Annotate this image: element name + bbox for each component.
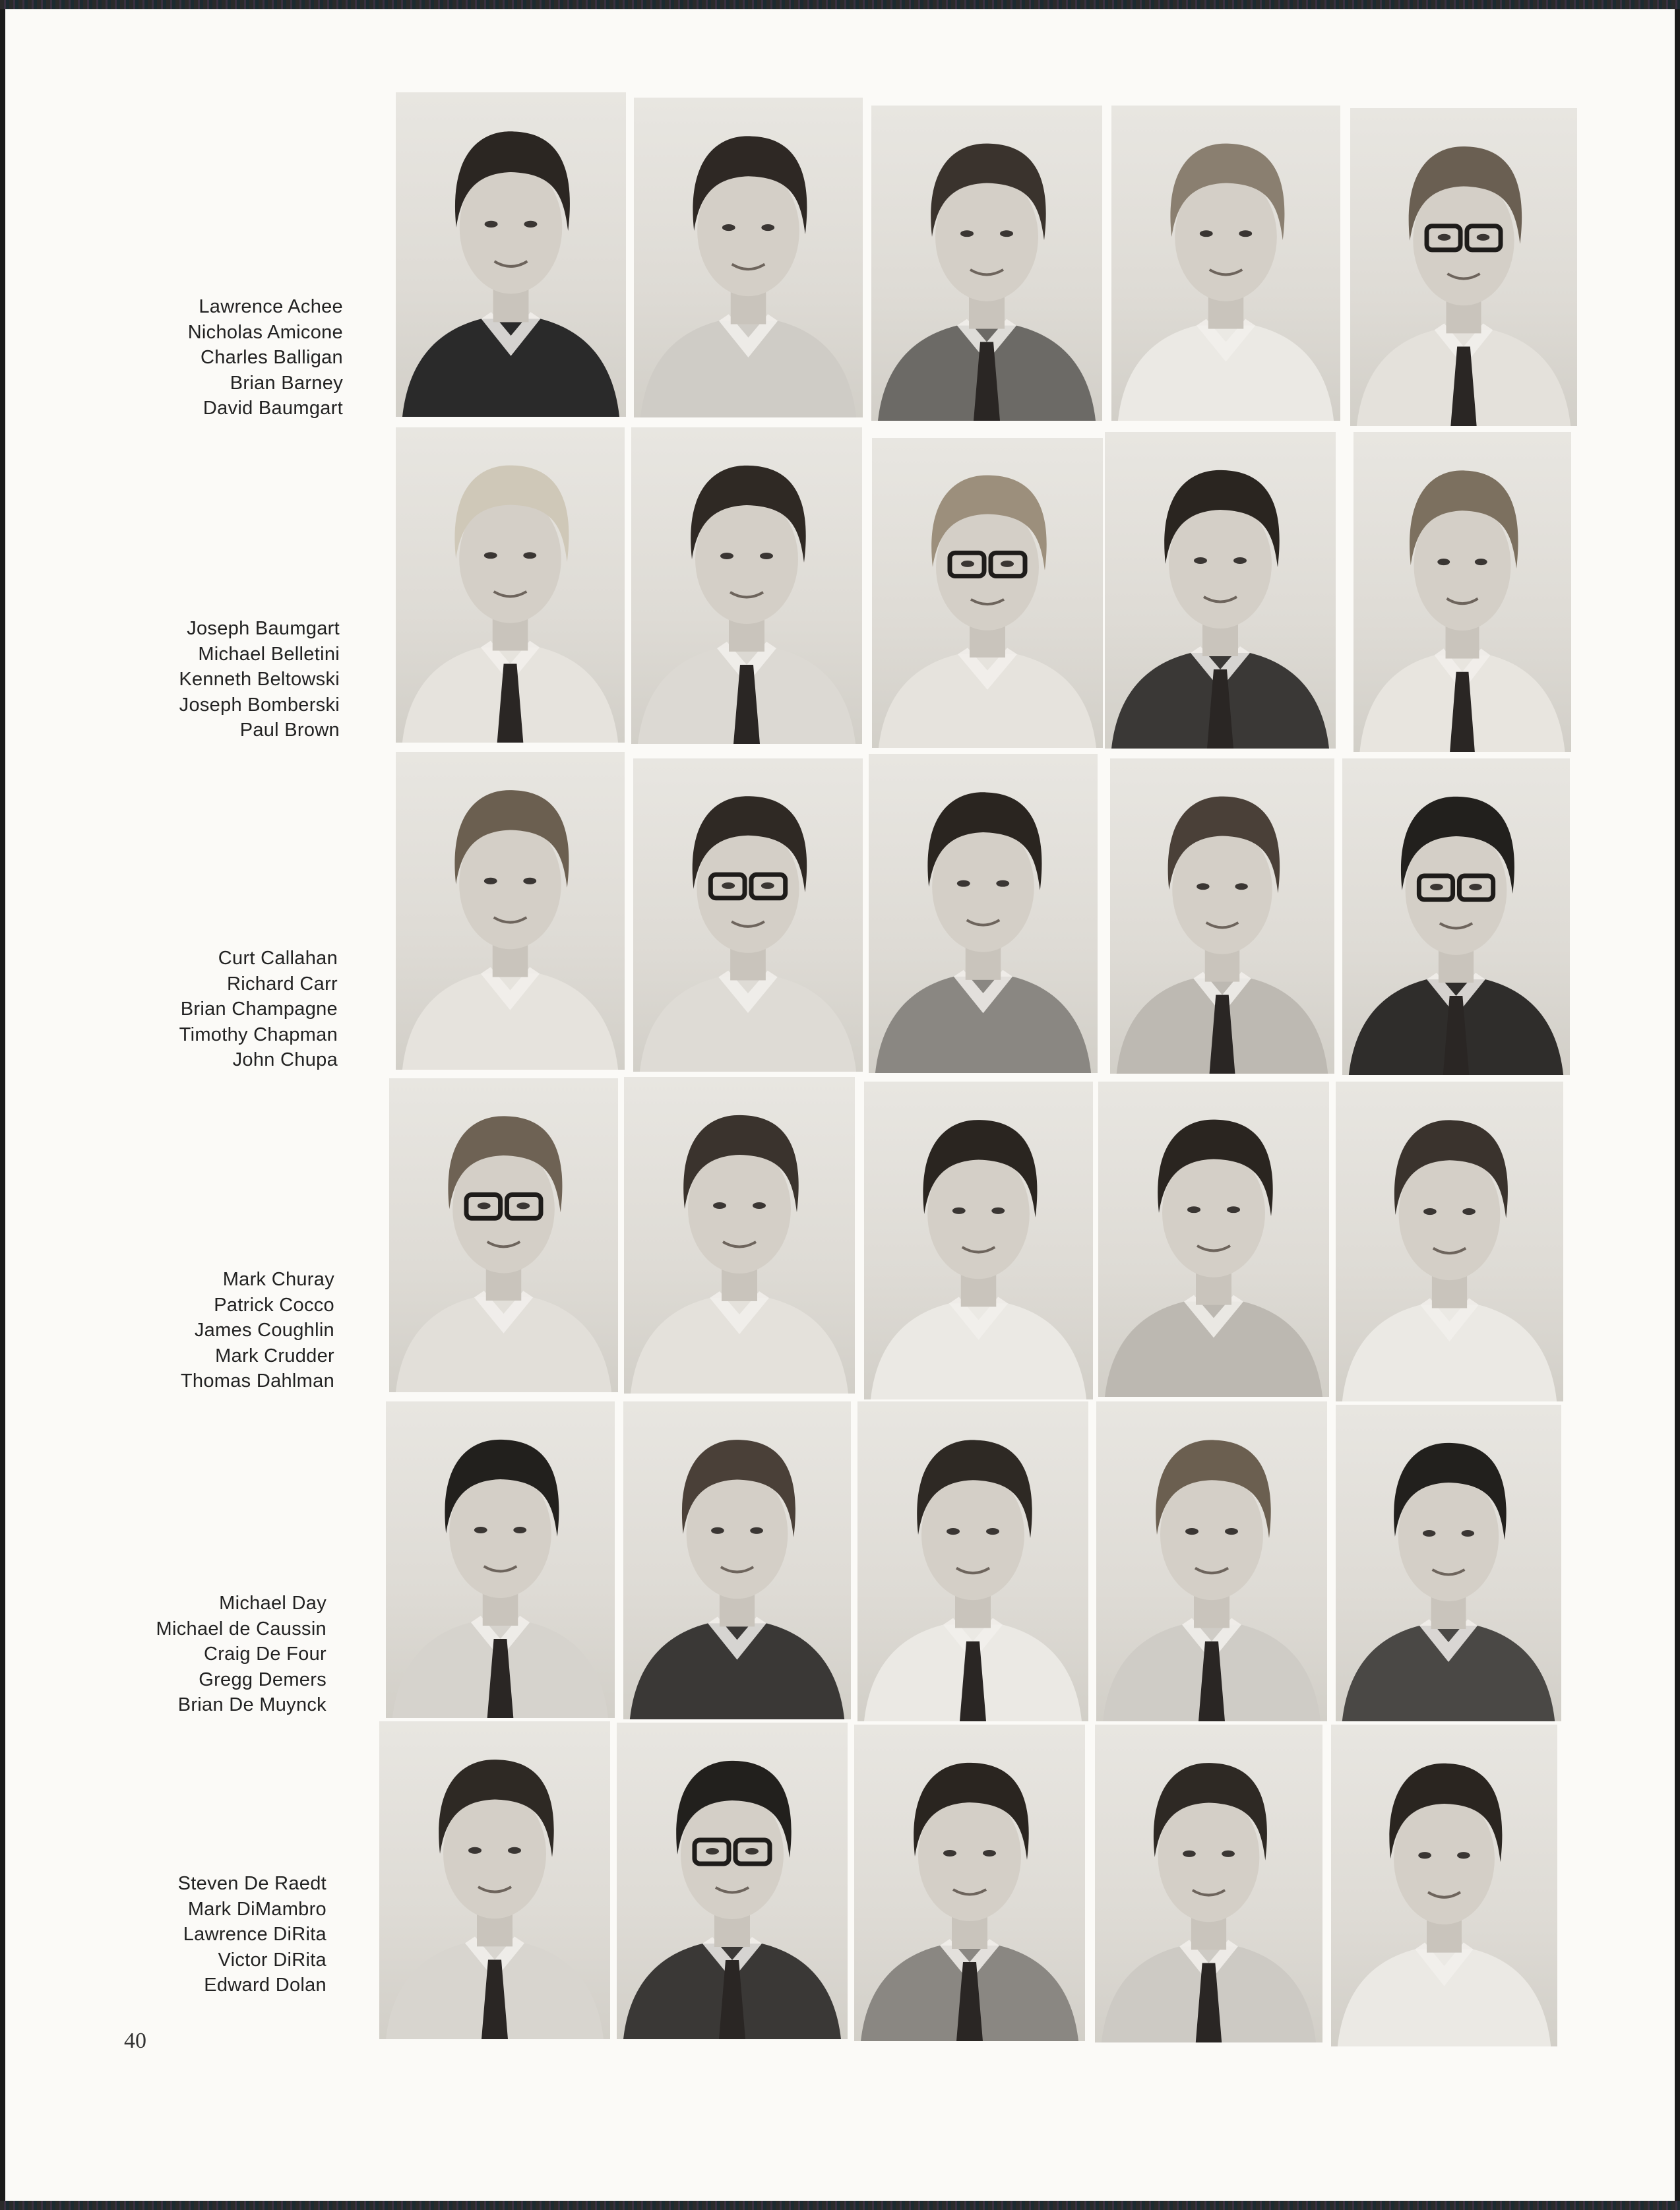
name-list-row-4: [71, 1267, 334, 1394]
student-portrait: [633, 758, 863, 1072]
student-name: Brian Champagne: [180, 998, 338, 1020]
student-name: John Chupa: [232, 1049, 338, 1070]
page-number: 40: [124, 2029, 146, 2053]
eye-shape: [1197, 883, 1209, 890]
eye-shape: [761, 882, 774, 889]
eye-shape: [711, 1527, 724, 1534]
student-portrait: [871, 106, 1102, 421]
shirt-shape: [630, 1623, 844, 1719]
eye-shape: [960, 230, 974, 237]
scan-border-bottom: [0, 2201, 1680, 2210]
student-name: Lawrence DiRita: [183, 1924, 327, 1945]
eye-shape: [1477, 234, 1490, 241]
student-portrait: [1110, 758, 1334, 1074]
student-name: Nicholas Amicone: [187, 321, 343, 343]
eye-shape: [508, 1847, 521, 1854]
student-portrait: [1331, 1725, 1557, 2046]
shirt-shape: [1342, 1305, 1557, 1401]
student-name: Craig De Four: [203, 1643, 327, 1665]
shirt-shape: [875, 977, 1091, 1073]
eye-shape: [1438, 234, 1451, 241]
student-portrait: [857, 1401, 1088, 1721]
student-portrait: [379, 1721, 610, 2039]
eye-shape: [996, 880, 1009, 887]
shirt-shape: [640, 977, 856, 1072]
student-name: Brian De Muynck: [177, 1694, 327, 1715]
student-portrait: [617, 1723, 848, 2039]
student-name: Michael Belletini: [198, 643, 340, 665]
eye-shape: [947, 1528, 960, 1535]
student-name: Steven De Raedt: [177, 1873, 327, 1894]
eye-shape: [952, 1208, 966, 1214]
student-name: Lawrence Achee: [199, 296, 343, 317]
student-name: Michael de Caussin: [156, 1618, 327, 1640]
eye-shape: [1225, 1528, 1238, 1535]
student-name: Charles Balligan: [201, 347, 343, 368]
eye-shape: [523, 552, 536, 559]
eye-shape: [1423, 1530, 1436, 1537]
shirt-shape: [1118, 326, 1334, 421]
student-portrait: [1353, 432, 1571, 752]
eye-shape: [1187, 1206, 1200, 1213]
eye-shape: [513, 1527, 526, 1533]
scan-border-top: [0, 0, 1680, 9]
name-list-row-6: [63, 1871, 327, 1998]
shirt-shape: [396, 1297, 611, 1392]
student-portrait: [1111, 106, 1340, 421]
eye-shape: [761, 224, 774, 231]
eye-shape: [478, 1202, 491, 1209]
eye-shape: [474, 1527, 487, 1533]
student-portrait: [1342, 758, 1570, 1075]
eye-shape: [1418, 1852, 1431, 1858]
student-name: Mark Crudder: [215, 1345, 334, 1366]
eye-shape: [1222, 1851, 1235, 1857]
student-portrait: [396, 427, 625, 743]
shirt-shape: [1105, 1302, 1322, 1397]
name-list-row-3: [74, 946, 338, 1073]
shirt-shape: [1342, 1626, 1555, 1721]
shirt-shape: [631, 1298, 848, 1394]
shirt-shape: [402, 319, 619, 417]
shirt-shape: [879, 654, 1096, 748]
eye-shape: [1457, 1852, 1470, 1858]
eye-shape: [722, 224, 735, 231]
student-portrait: [854, 1725, 1085, 2041]
eye-shape: [1469, 884, 1482, 890]
eye-shape: [1000, 230, 1013, 237]
student-portrait: [386, 1401, 615, 1718]
student-portrait: [1095, 1725, 1322, 2042]
student-portrait: [1350, 108, 1577, 426]
name-list-row-1: [79, 294, 343, 421]
eye-shape: [1423, 1208, 1437, 1215]
student-name: Michael Day: [219, 1593, 327, 1614]
student-portrait: [864, 1082, 1093, 1399]
student-portrait: [634, 98, 863, 417]
eye-shape: [706, 1848, 719, 1855]
eye-shape: [753, 1202, 766, 1209]
eye-shape: [1430, 884, 1443, 890]
eye-shape: [1183, 1851, 1196, 1857]
student-name: Mark Churay: [222, 1269, 334, 1290]
student-portrait: [624, 1077, 855, 1394]
student-portrait: [631, 427, 862, 744]
student-portrait: [623, 1401, 851, 1719]
student-portrait: [1105, 432, 1336, 749]
shirt-shape: [871, 1303, 1086, 1399]
eye-shape: [991, 1208, 1005, 1214]
eye-shape: [750, 1527, 763, 1534]
eye-shape: [1227, 1206, 1240, 1213]
eye-shape: [943, 1850, 956, 1857]
student-name: Joseph Baumgart: [187, 618, 340, 639]
shirt-shape: [640, 321, 856, 417]
student-name: Richard Carr: [227, 973, 338, 995]
eye-shape: [1185, 1528, 1198, 1535]
eye-shape: [1462, 1530, 1475, 1537]
eye-shape: [524, 221, 537, 228]
eye-shape: [1001, 561, 1014, 567]
shirt-shape: [402, 973, 618, 1070]
student-name: Brian Barney: [230, 372, 343, 394]
student-name: Timothy Chapman: [179, 1024, 338, 1045]
student-portrait: [396, 752, 625, 1070]
student-portrait: [1336, 1405, 1561, 1721]
eye-shape: [986, 1528, 999, 1535]
student-name: Kenneth Beltowski: [179, 669, 340, 690]
student-name: Mark DiMambro: [187, 1898, 327, 1920]
student-portrait: [1096, 1401, 1327, 1721]
name-list-row-5: [63, 1591, 327, 1718]
eye-shape: [468, 1847, 482, 1854]
eye-shape: [516, 1202, 530, 1209]
student-portrait: [872, 438, 1103, 748]
student-name: Curt Callahan: [218, 948, 338, 969]
eye-shape: [1475, 559, 1487, 565]
student-portrait: [869, 754, 1098, 1073]
eye-shape: [957, 880, 970, 887]
eye-shape: [484, 878, 497, 884]
student-name: Paul Brown: [239, 720, 340, 741]
eye-shape: [1239, 230, 1252, 237]
student-name: James Coughlin: [194, 1320, 334, 1341]
student-name: Victor DiRita: [218, 1949, 327, 1971]
eye-shape: [523, 878, 536, 884]
student-name: Patrick Cocco: [214, 1294, 334, 1316]
eye-shape: [722, 882, 735, 889]
student-portrait: [396, 92, 626, 417]
student-name: Edward Dolan: [204, 1975, 327, 1996]
eye-shape: [1437, 559, 1450, 565]
student-name: David Baumgart: [202, 398, 343, 419]
eye-shape: [713, 1202, 726, 1209]
student-portrait: [1336, 1082, 1563, 1401]
eye-shape: [484, 552, 497, 559]
eye-shape: [1233, 557, 1247, 564]
shirt-shape: [1338, 1949, 1551, 2046]
eye-shape: [485, 221, 498, 228]
eye-shape: [1235, 883, 1247, 890]
name-list-row-2: [76, 616, 340, 743]
eye-shape: [961, 561, 974, 567]
eye-shape: [983, 1850, 996, 1857]
student-name: Gregg Demers: [199, 1669, 327, 1690]
student-portrait: [1098, 1082, 1329, 1397]
student-name: Thomas Dahlman: [180, 1370, 334, 1392]
student-name: Joseph Bomberski: [179, 694, 340, 716]
eye-shape: [1194, 557, 1207, 564]
eye-shape: [1462, 1208, 1476, 1215]
eye-shape: [760, 553, 773, 559]
eye-shape: [720, 553, 733, 559]
eye-shape: [1200, 230, 1213, 237]
student-portrait: [389, 1078, 618, 1392]
eye-shape: [745, 1848, 759, 1855]
